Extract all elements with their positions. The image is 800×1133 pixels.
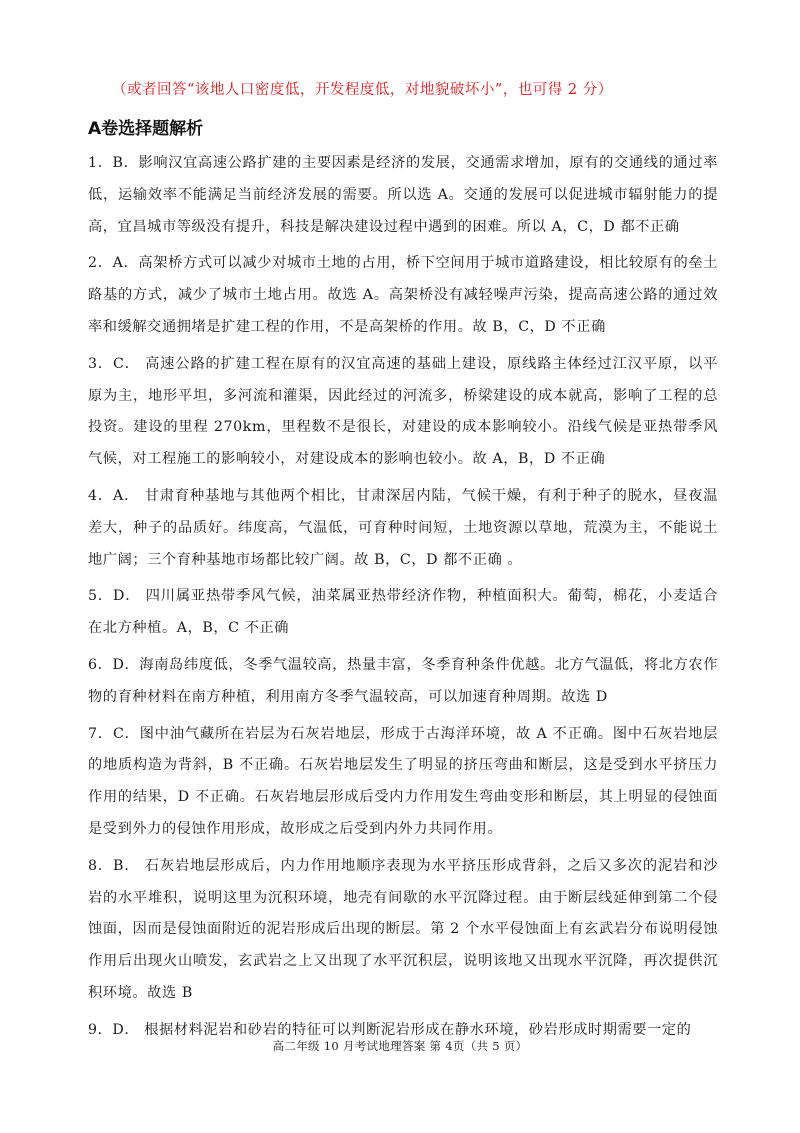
answer-list xyxy=(88,148,718,1052)
section-title: A卷选择题解析 xyxy=(88,119,204,139)
scoring-note: （或者回答“该地人口密度低，开发程度低，对地貌破坏小”，也可得 2 分） xyxy=(112,82,613,98)
page-footer: 高二年级 10 月考试地理答案 第 4页（共 5 页） xyxy=(272,1039,528,1053)
answer-item: 5．D． 四川属亚热带季风气候，油菜属亚热带经济作物，种植面积大。葡萄，棉花，小麦适合在北方种植。A，B，C 不正确 xyxy=(88,588,718,637)
answer-item: 7．C．图中油气藏所在岩层为石灰岩地层，形成于古海洋环境，故 A 不正确。图中石灰岩地层的地质构造为背斜，B 不正确。石灰岩地层发生了明显的挤压弯曲和断层，这是受到水平挤压力作用的结果，D 不正确。石灰岩地层形成后受内力作用发生弯曲变形和断层，其上明显的侵蚀面是受到外力的侵蚀作用形成，故形成之后受到内外力共同作用。 xyxy=(88,725,718,837)
answer-item: 4．A． 甘肃育种基地与其他两个相比，甘肃深居内陆，气候干燥，有利于种子的脱水，昼夜温差大，种子的品质好。纬度高，气温低，可育种时间短，土地资源以草地，荒漠为主，不能说土地广阔；三个育种基地市场都比较广阔。故 B，C，D 都不正确 。 xyxy=(88,487,718,568)
answer-item: 6．D．海南岛纬度低，冬季气温较高，热量丰富，冬季育种条件优越。北方气温低，将北方农作物的育种材料在南方种植，利用南方冬季气温较高，可以加速育种周期。故选 D xyxy=(88,656,718,705)
answer-item: 2．A．高架桥方式可以减少对城市土地的占用，桥下空间用于城市道路建设，相比较原有的垒土路基的方式，减少了城市土地占用。故选 A。高架桥没有减轻噪声污染，提高高速公路的通过效率和缓解交通拥堵是扩建工程的作用，不是高架桥的作用。故 B，C，D 不正确 xyxy=(88,255,718,335)
answer-item: 9．D． 根据材料泥岩和砂岩的特征可以判断泥岩形成在静水环境，砂岩形成时期需要一定的 xyxy=(88,1021,692,1038)
answer-item: 3．C． 高速公路的扩建工程在原有的汉宜高速的基础上建设，原线路主体经过江汉平原，以平原为主，地形平坦，多河流和灌渠，因此经过的河流多，桥梁建设的成本就高，影响了工程的总投资。建设的里程 270km，里程数不是很长，对建设的成本影响较小。沿线气候是亚热带季风气候，对工程施工的影响较小，对建设成本的影响也较小。故 A，B，D 不正确 xyxy=(88,355,718,468)
answer-item: 1．B．影响汉宜高速公路扩建的主要因素是经济的发展，交通需求增加，原有的交通线的通过率低，运输效率不能满足当前经济发展的需要。所以选 A。交通的发展可以促进城市辐射能力的提高，宜昌城市等级没有提升，科技是解决建设过程中遇到的困难。所以 A，C，D 都不正确 xyxy=(88,155,718,235)
answer-item: 8．B． 石灰岩地层形成后，内力作用地顺序表现为水平挤压形成背斜，之后又多次的泥岩和沙岩的水平堆积，说明这里为沉积环境，地壳有间歇的水平沉降过程。由于断层线延伸到第二个侵蚀面，因而是侵蚀面附近的泥岩形成后出现的断层。第 2 个水平侵蚀面上有玄武岩分布说明侵蚀作用后出现火山喷发，玄武岩之上又出现了水平沉积层，说明该地又出现水平沉降，再次提供沉积环境。故选 B xyxy=(88,857,718,1001)
